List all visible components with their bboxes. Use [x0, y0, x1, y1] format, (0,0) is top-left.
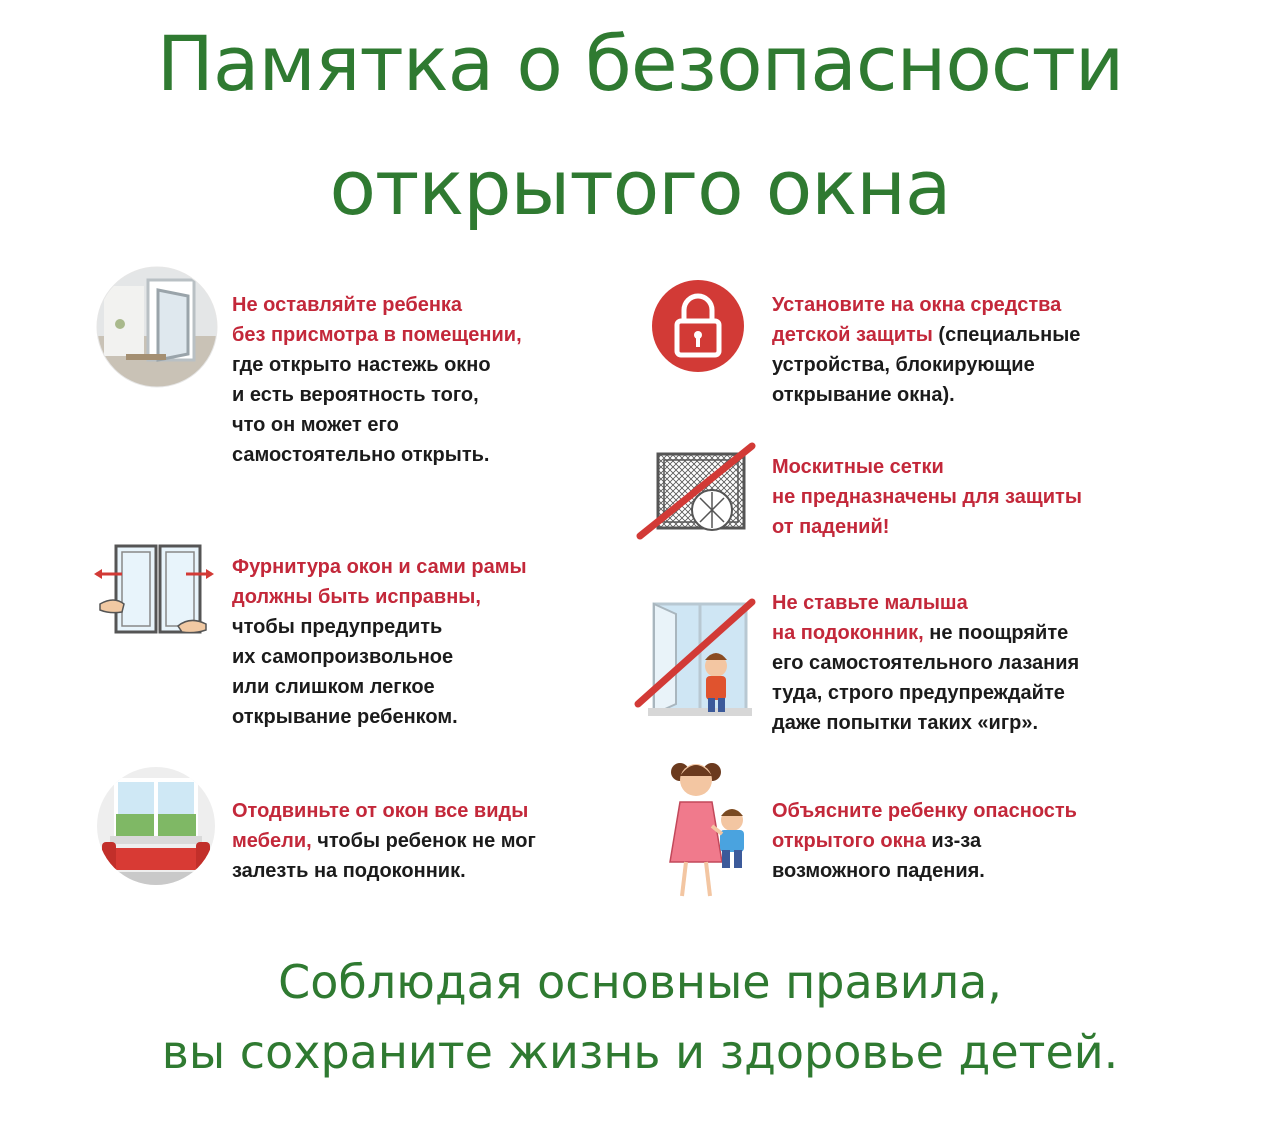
- tip-move-furniture: Отодвиньте от окон все виды мебели, чтобы ребенок не мог залезть на подоконник.: [232, 800, 536, 882]
- tip-windowsill: Не ставьте малыша на подоконник, не поощряйте его самостоятельного лазания туда, строго предупреждайте даже попытки таких «игр».: [772, 592, 1080, 734]
- tip-child-locks: Установите на окна средства детской защиты (специальные устройства, блокирующие открывание окна).: [772, 294, 1081, 406]
- tip-window-fittings: Фурнитура окон и сами рамы должны быть исправны, чтобы предупредить их самопроизвольное или слишком легкое открывание ребенком.: [232, 556, 527, 728]
- mother-and-child-icon: [656, 756, 756, 902]
- mosquito-net-icon: [634, 440, 758, 544]
- furniture-by-window-icon: [96, 766, 216, 886]
- tip-explain-danger: Объясните ребенку опасность открытого окна из-за возможного падения.: [772, 800, 1077, 882]
- tip-unattended-child: Не оставляйте ребенка без присмотра в помещении, где открыто настежь окно и есть вероятность того, что он может его самостоятельно открыть.: [232, 294, 522, 466]
- page-title-line-1: Памятка о безопасности: [156, 19, 1124, 108]
- padlock-icon: [650, 278, 746, 374]
- page-title-line-2: открытого окна: [329, 143, 951, 232]
- tip-mosquito-nets: Москитные сетки не предназначены для защиты от падений!: [772, 456, 1082, 538]
- open-window-icon: [96, 266, 218, 388]
- footer-line-2: вы сохраните жизнь и здоровье детей.: [161, 1025, 1119, 1079]
- window-frame-hands-icon: [94, 538, 214, 648]
- child-at-window-icon: [630, 596, 760, 724]
- footer-line-1: Соблюдая основные правила,: [278, 955, 1002, 1009]
